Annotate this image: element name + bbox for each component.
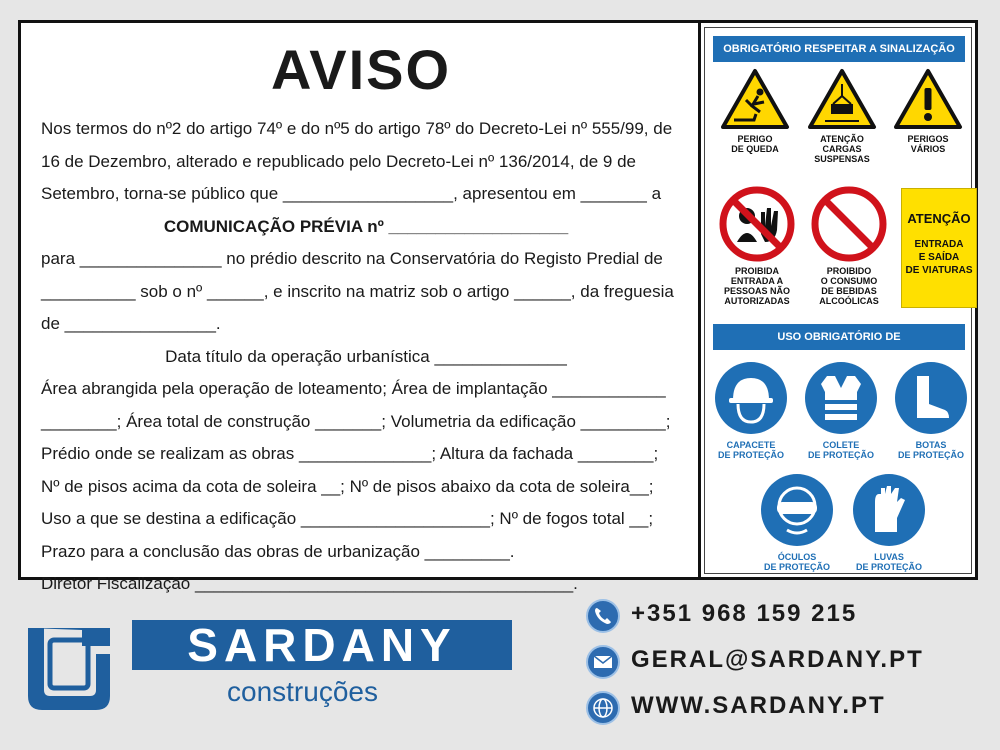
suspended-load-warning-icon: [807, 68, 877, 130]
fall-warning-icon: [720, 68, 790, 130]
warning-sign-general-danger: [888, 68, 968, 154]
helmet-icon: [713, 360, 789, 436]
warning-sign-suspended-load: [802, 68, 882, 164]
general-danger-icon: [893, 68, 963, 130]
no-entry-unauthorized-icon: [719, 186, 795, 262]
banner-respect-signs: OBRIGATÓRIO RESPEITAR A SINALIZAÇÃO: [713, 36, 965, 62]
boots-icon: [893, 360, 969, 436]
warning-label: PERIGOS VÁRIOS: [907, 134, 949, 154]
mandatory-label: BOTAS DE PROTEÇÃO: [897, 440, 964, 460]
globe-icon: [585, 690, 621, 726]
attention-title: ATENÇÃO: [907, 211, 971, 226]
banner-mandatory-use: USO OBRIGATÓRIO DE: [713, 324, 965, 350]
mandatory-label: ÓCULOS DE PROTEÇÃO: [763, 552, 830, 572]
company-name: SARDANY: [132, 620, 512, 670]
warning-sign-fall: [715, 68, 795, 154]
notice-title: AVISO: [270, 38, 452, 101]
safety-signs-panel: [704, 27, 972, 574]
website-url: WWW.SARDANY.PT: [631, 692, 886, 719]
phone-number: +351 968 159 215: [631, 600, 858, 627]
phone-icon: [585, 598, 621, 634]
company-logo: [22, 616, 507, 726]
notice-line: Prazo para a conclusão das obras de urbanização _________.: [41, 541, 515, 561]
notice-panel: [21, 23, 701, 593]
notice-line: Setembro, torna-se público que __________________, apresentou em _______ a: [41, 184, 662, 203]
logo-mark-icon: [22, 616, 122, 716]
notice-line: Diretor Fiscalização ________________________________________.: [41, 574, 578, 593]
notice-line: Prédio onde se realizam as obras ______________; Altura da fachada ________;: [41, 444, 659, 463]
mandatory-sign-goggles: [757, 472, 837, 572]
attention-text: ENTRADA E SAÍDA DE VIATURAS: [905, 239, 973, 276]
goggles-icon: [759, 472, 835, 548]
notice-line: Nº de pisos acima da cota de soleira __; Nº de pisos abaixo da cota de soleira__;: [41, 476, 654, 496]
notice-line: Nos termos do nº2 do artigo 74º e do nº5 do artigo 78º do Decreto-Lei nº 555/99, de: [41, 119, 673, 138]
mandatory-sign-vest: [801, 360, 881, 460]
notice-line-comunicacao: COMUNICAÇÃO PRÉVIA nº ___________________: [163, 216, 569, 236]
no-alcohol-icon: [811, 186, 887, 262]
company-subtitle: construções: [227, 676, 378, 707]
mandatory-label: CAPACETE DE PROTEÇÃO: [717, 440, 784, 460]
prohibition-sign-alcohol: [809, 186, 889, 306]
mandatory-sign-helmet: [711, 360, 791, 460]
vest-icon: [803, 360, 879, 436]
mandatory-label: COLETE DE PROTEÇÃO: [807, 440, 874, 460]
prohibition-sign-unauthorized: [717, 186, 797, 306]
notice-line: __________ sob o nº ______, e inscrito na matriz sob o artigo ______, da freguesia: [41, 281, 674, 301]
prohibition-label: PROIBIDO O CONSUMO DE BEBIDAS ALCOÓLICAS: [819, 266, 879, 306]
notice-body: [41, 113, 691, 601]
notice-line: 16 de Dezembro, alterado e republicado pelo Decreto-Lei nº 136/2014, de 9 de: [41, 151, 636, 171]
mandatory-sign-gloves: [849, 472, 929, 572]
notice-line: Área abrangida pela operação de loteamento; Área de implantação ____________: [41, 379, 666, 398]
notice-line: para _______________ no prédio descrito na Conservatória do Registo Predial de: [41, 249, 663, 268]
notice-line-data-titulo: Data título da operação urbanística ______________: [165, 346, 567, 366]
mandatory-label: LUVAS DE PROTEÇÃO: [855, 552, 922, 572]
warning-label: PERIGO DE QUEDA: [731, 134, 779, 154]
email-address: GERAL@SARDANY.PT: [631, 646, 924, 673]
email-icon: [585, 644, 621, 680]
gloves-icon: [851, 472, 927, 548]
notice-line: de ________________.: [41, 314, 221, 333]
notice-line: Uso a que se destina a edificação ____________________; Nº de fogos total __;: [41, 509, 654, 528]
prohibition-label: PROIBIDA ENTRADA A PESSOAS NÃO AUTORIZADAS: [723, 266, 790, 306]
mandatory-sign-boots: [891, 360, 971, 460]
notice-line: ________; Área total de construção _______; Volumetria da edificação _________;: [41, 411, 671, 431]
attention-vehicles-sign: [901, 188, 977, 308]
warning-label: ATENÇÃO CARGAS SUSPENSAS: [814, 134, 870, 164]
construction-notice-sign: [18, 20, 978, 593]
